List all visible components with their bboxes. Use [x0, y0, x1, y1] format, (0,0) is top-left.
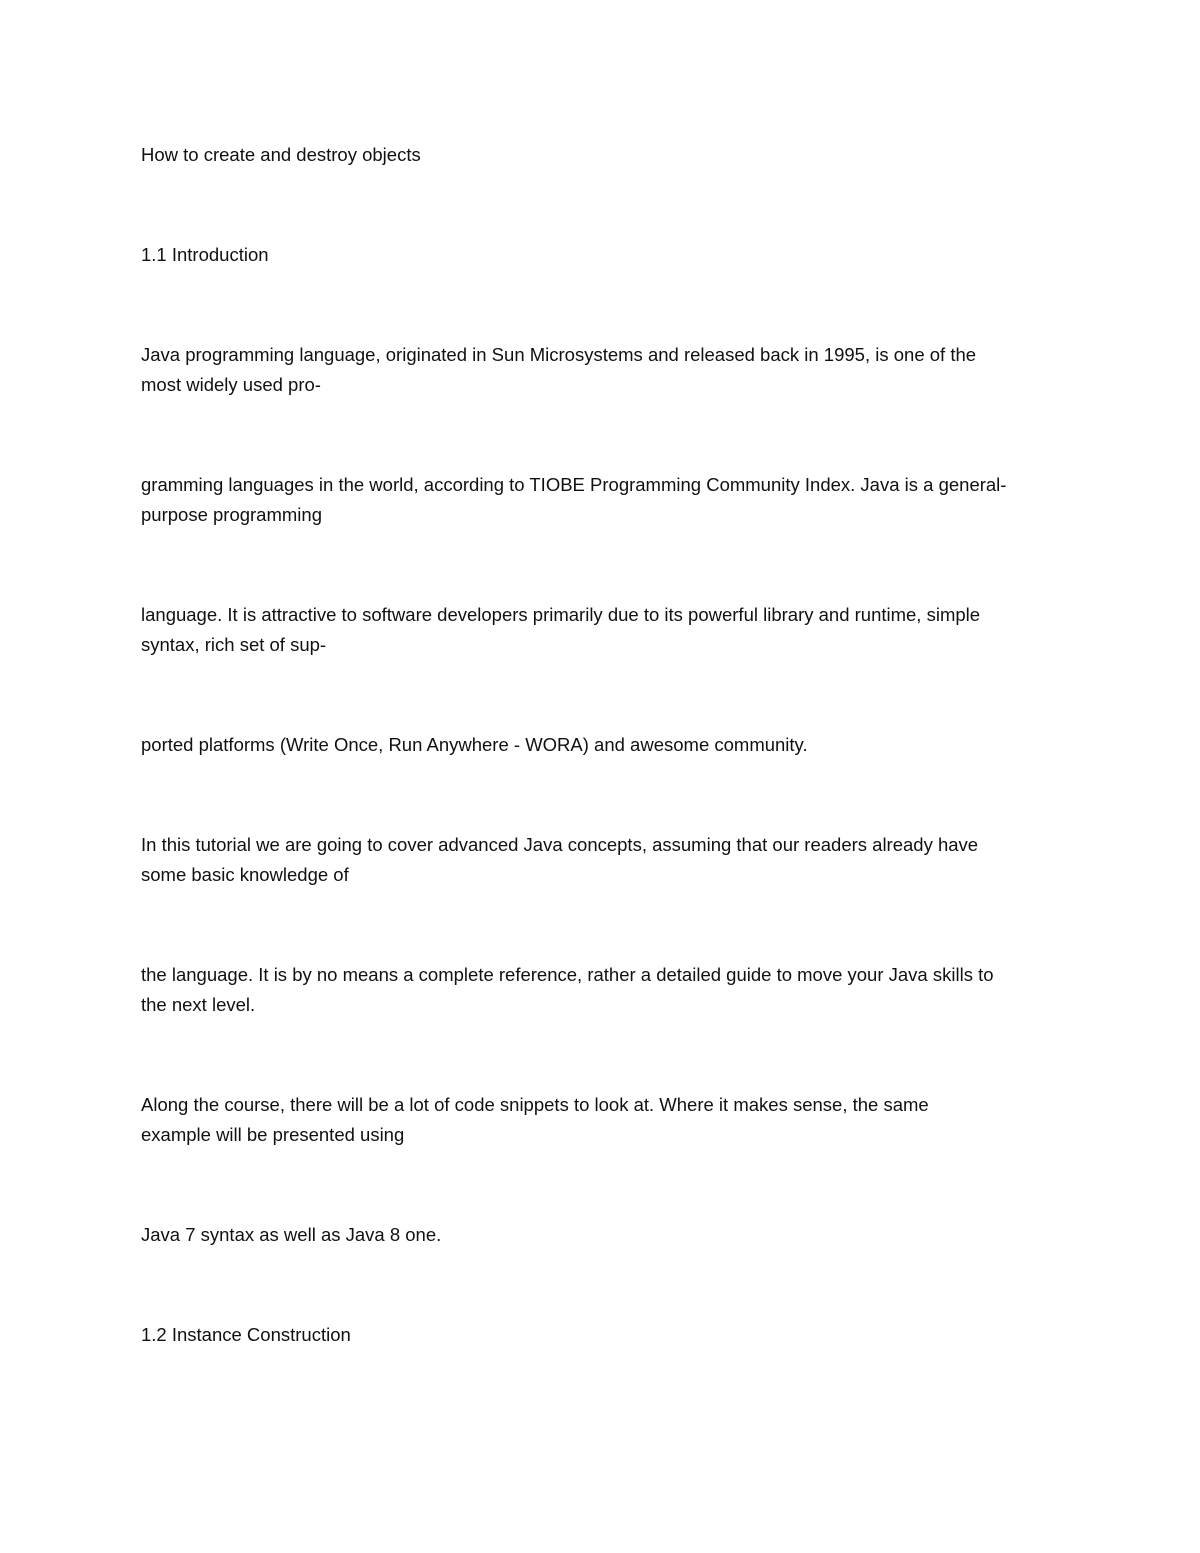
- section-heading-text: 1.1 Introduction: [141, 244, 269, 265]
- document-title-text: How to create and destroy objects: [141, 144, 421, 165]
- paragraph-line: gramming languages in the world, according to TIOBE Programming Community Index. Java is a general-: [141, 474, 1007, 495]
- paragraph-3: [141, 600, 1061, 660]
- paragraph-line: ported platforms (Write Once, Run Anywhere - WORA) and awesome community.: [141, 734, 808, 755]
- paragraph-6: [141, 960, 1061, 1020]
- document-title: [141, 140, 1061, 170]
- section-heading-introduction: [141, 240, 1061, 270]
- paragraph-4: [141, 730, 1061, 760]
- section-heading-instance-construction: [141, 1320, 1061, 1350]
- paragraph-line: purpose programming: [141, 504, 322, 525]
- paragraph-line: Along the course, there will be a lot of code snippets to look at. Where it makes sense, the same: [141, 1094, 929, 1115]
- paragraph-line: syntax, rich set of sup-: [141, 634, 327, 655]
- paragraph-line: Java programming language, originated in Sun Microsystems and released back in 1995, is one of the: [141, 344, 977, 365]
- paragraph-7: [141, 1090, 1061, 1150]
- paragraph-line: language. It is attractive to software developers primarily due to its powerful library and runtime, simple: [141, 604, 981, 625]
- paragraph-line: example will be presented using: [141, 1124, 405, 1145]
- paragraph-1: [141, 340, 1061, 400]
- paragraph-2: [141, 470, 1061, 530]
- paragraph-line: In this tutorial we are going to cover advanced Java concepts, assuming that our readers already have: [141, 834, 979, 855]
- paragraph-line: Java 7 syntax as well as Java 8 one.: [141, 1224, 442, 1245]
- paragraph-line: most widely used pro-: [141, 374, 321, 395]
- paragraph-line: the next level.: [141, 994, 256, 1015]
- paragraph-line: some basic knowledge of: [141, 864, 349, 885]
- section-heading-text: 1.2 Instance Construction: [141, 1324, 351, 1345]
- paragraph-line: the language. It is by no means a complete reference, rather a detailed guide to move your Java skills to: [141, 964, 994, 985]
- paragraph-5: [141, 830, 1061, 890]
- paragraph-8: [141, 1220, 1061, 1250]
